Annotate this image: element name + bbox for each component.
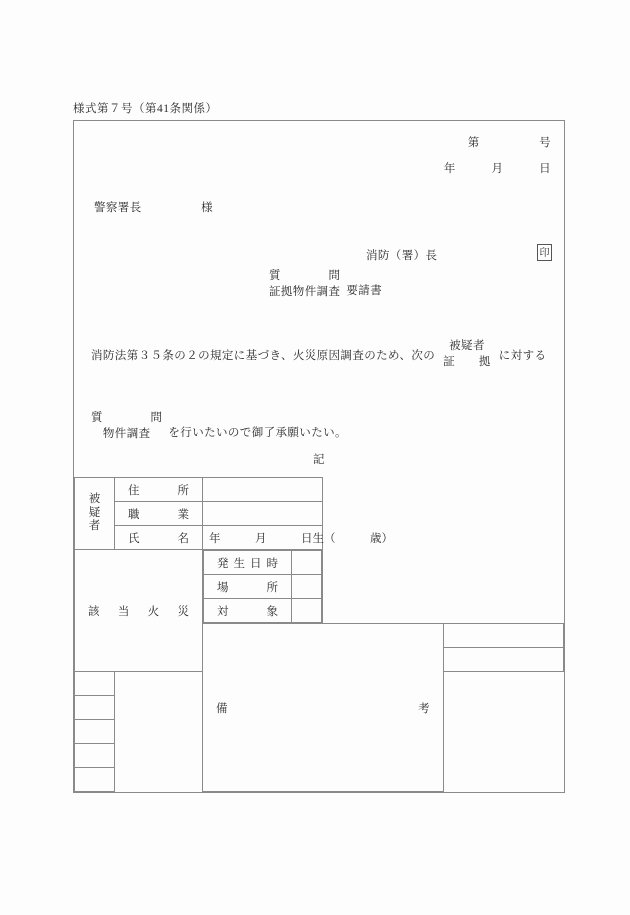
remarks-line-2[interactable] — [443, 648, 563, 672]
suspect-name-label-char-0: 氏 — [128, 532, 140, 545]
form-number-caption: 様式第７号（第41条関係） — [73, 103, 218, 115]
fire-datetime-label-char-3: 時 — [266, 557, 278, 570]
table-row — [75, 478, 564, 502]
suspect-address-label-char-1: 所 — [177, 484, 189, 497]
document-date-field: 年 月 日 — [443, 163, 551, 175]
suspect-label-char-0: 被 — [88, 493, 101, 506]
body-line2-tail: を行いたいので御了承願いたい。 — [168, 427, 347, 440]
table-row — [75, 502, 564, 526]
suspect-label-char-1: 疑 — [88, 506, 101, 519]
table-row — [75, 550, 564, 624]
letter-head-area — [74, 121, 564, 477]
body-line1-tail: に対する — [498, 349, 547, 362]
suspect-section-label — [75, 478, 115, 550]
document-title-options — [269, 269, 340, 301]
body-line1-option-evidence: 証 拠 — [443, 355, 491, 368]
body-line2-option-question: 質 問 — [91, 412, 163, 424]
suspect-occupation-label — [115, 502, 203, 526]
fire-object-label — [204, 599, 292, 623]
remarks-section-label — [203, 624, 444, 792]
suspect-address-value[interactable] — [203, 478, 323, 502]
suspect-occupation-label-char-0: 職 — [128, 508, 140, 521]
suspect-name-label-char-1: 名 — [177, 532, 189, 545]
document-number-field: 第 号 — [467, 137, 551, 149]
remarks-line-4[interactable] — [75, 696, 115, 720]
suspect-address-label — [115, 478, 203, 502]
fire-datetime-label — [204, 551, 292, 575]
remarks-line-3[interactable] — [75, 672, 115, 696]
body-line1-option-suspect: 被疑者 — [449, 340, 485, 352]
body-line2-options — [91, 411, 162, 443]
fire-datetime-value[interactable] — [292, 551, 322, 575]
table-row — [75, 526, 564, 550]
suspect-name-birth-value[interactable]: 年 月 日生（ 歳） — [203, 526, 323, 550]
suspect-address-label-char-0: 住 — [128, 484, 140, 497]
document-title — [269, 269, 382, 301]
form-data-table — [74, 477, 564, 792]
fire-place-label — [204, 575, 292, 599]
remarks-label-char-0: 備 — [216, 702, 228, 715]
fire-datetime-row — [203, 550, 323, 624]
suspect-occupation-label-char-1: 業 — [177, 508, 189, 521]
seal-stamp-box: 印 — [537, 244, 552, 261]
fire-place-value[interactable] — [292, 575, 322, 599]
suspect-occupation-value[interactable] — [203, 502, 323, 526]
addressee-line: 警察署長 様 — [94, 202, 213, 214]
body-line1-lead: 消防法第３５条の２の規定に基づき、火災原因調査のため、次の — [91, 349, 436, 362]
fire-place-label-char-0: 場 — [217, 581, 229, 594]
suspect-name-label — [115, 526, 203, 550]
document-title-option-question: 質 問 — [269, 270, 341, 282]
fire-object-label-char-1: 象 — [266, 605, 278, 618]
remarks-label-char-1: 考 — [418, 702, 430, 715]
remarks-line-1[interactable] — [443, 624, 563, 648]
fire-object-label-char-0: 対 — [217, 605, 229, 618]
fire-datetime-inner — [203, 550, 322, 623]
remarks-line-5[interactable] — [75, 720, 115, 744]
fire-section-label — [75, 550, 203, 672]
body-paragraph-line-1 — [91, 339, 546, 371]
fire-datetime-label-char-0: 発 — [217, 557, 229, 570]
body-line2-option-object-survey: 物件調査 — [102, 427, 151, 440]
fire-datetime-label-char-1: 生 — [233, 557, 245, 570]
document-title-suffix: 要請書 — [346, 285, 383, 298]
ki-mark: 記 — [313, 454, 325, 466]
fire-object-value[interactable] — [292, 599, 322, 623]
fire-label-char-0: 該 — [88, 605, 100, 618]
fire-datetime-label-char-2: 日 — [250, 557, 262, 570]
body-line1-options — [443, 339, 491, 371]
fire-place-label-char-1: 所 — [266, 581, 278, 594]
remarks-line-6[interactable] — [75, 744, 115, 768]
document-frame — [73, 120, 565, 793]
document-title-option-evidence-survey: 証拠物件調査 — [269, 285, 341, 298]
remarks-line-7[interactable] — [75, 768, 115, 792]
fire-label-char-3: 災 — [177, 605, 189, 618]
fire-label-char-2: 火 — [147, 605, 160, 618]
issuer-title: 消防（署）長 — [366, 250, 438, 262]
suspect-label-char-2: 者 — [88, 520, 101, 533]
fire-label-char-1: 当 — [117, 605, 130, 618]
body-paragraph-line-2 — [91, 411, 347, 443]
